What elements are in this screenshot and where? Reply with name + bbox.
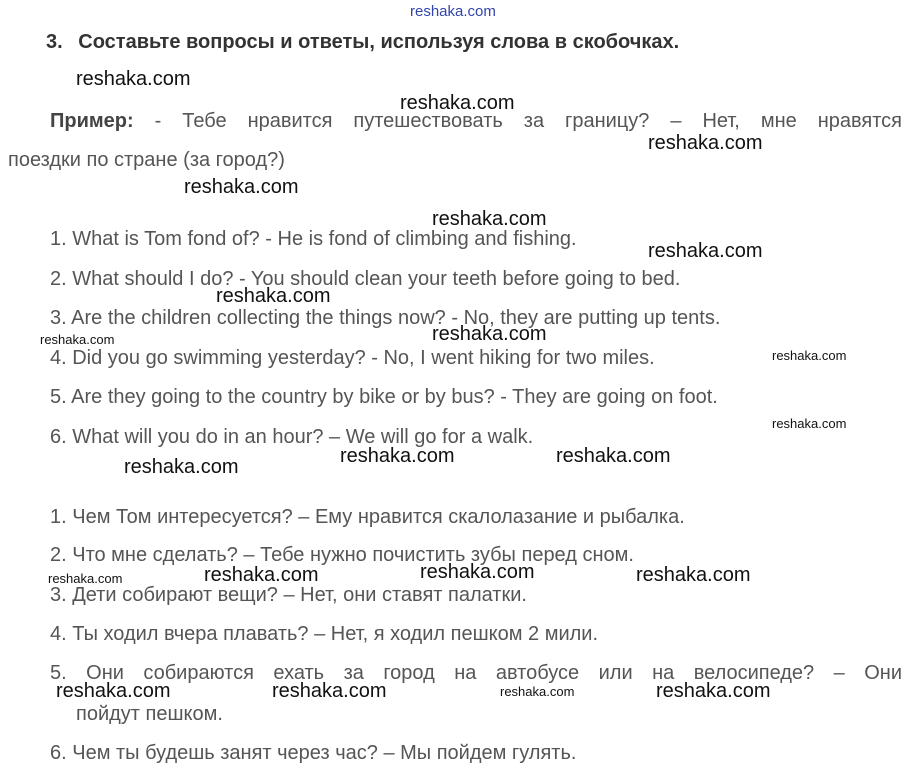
example-text: - Тебе нравится путешествовать за границу? – Нет, мне нравятся bbox=[154, 110, 902, 132]
watermark: reshaka.com bbox=[636, 564, 751, 586]
russian-answer-3: 3. Дети собирают вещи? – Нет, они ставят палатки. bbox=[50, 584, 527, 606]
russian-answer-4: 4. Ты ходил вчера плавать? – Нет, я ходил пешком 2 мили. bbox=[50, 623, 599, 645]
watermark: reshaka.com bbox=[500, 684, 575, 699]
watermark: reshaka.com bbox=[48, 571, 123, 586]
watermark: reshaka.com bbox=[204, 564, 319, 586]
russian-answer-5-continued: пойдут пешком. bbox=[76, 703, 223, 725]
watermark: reshaka.com bbox=[656, 680, 771, 702]
watermark: reshaka.com bbox=[400, 92, 515, 114]
watermark: reshaka.com bbox=[432, 323, 547, 345]
russian-answer-6: 6. Чем ты будешь занят через час? – Мы пойдем гулять. bbox=[50, 742, 577, 764]
watermark: reshaka.com bbox=[420, 561, 535, 583]
english-answer-5: 5. Are they going to the country by bike or by bus? - They are going on foot. bbox=[50, 386, 718, 408]
watermark: reshaka.com bbox=[124, 456, 239, 478]
watermark: reshaka.com bbox=[410, 3, 496, 20]
russian-answer-5: 5. Они собираются ехать за город на автобусе или на велосипеде? – Они bbox=[50, 662, 902, 684]
example-line-2: поездки по стране (за город?) bbox=[8, 149, 285, 171]
english-answer-6: 6. What will you do in an hour? – We will go for a walk. bbox=[50, 426, 534, 448]
english-answer-1: 1. What is Tom fond of? - He is fond of climbing and fishing. bbox=[50, 228, 577, 250]
russian-answer-2: 2. Что мне сделать? – Тебе нужно почистить зубы перед сном. bbox=[50, 544, 634, 566]
watermark: reshaka.com bbox=[40, 332, 115, 347]
watermark: reshaka.com bbox=[56, 680, 171, 702]
watermark: reshaka.com bbox=[556, 445, 671, 467]
english-answer-3: 3. Are the children collecting the things now? - No, they are putting up tents. bbox=[50, 307, 721, 329]
watermark: reshaka.com bbox=[184, 176, 299, 198]
russian-answer-1: 1. Чем Том интересуется? – Ему нравится скалолазание и рыбалка. bbox=[50, 506, 685, 528]
watermark: reshaka.com bbox=[76, 68, 191, 90]
watermark: reshaka.com bbox=[648, 240, 763, 262]
watermark: reshaka.com bbox=[648, 132, 763, 154]
example-label: Пример: bbox=[50, 110, 134, 132]
watermark: reshaka.com bbox=[772, 348, 847, 363]
watermark: reshaka.com bbox=[432, 208, 547, 230]
exercise-number: 3. bbox=[46, 31, 63, 53]
english-answer-4: 4. Did you go swimming yesterday? - No, I went hiking for two miles. bbox=[50, 347, 655, 369]
watermark: reshaka.com bbox=[772, 416, 847, 431]
english-answer-2: 2. What should I do? - You should clean your teeth before going to bed. bbox=[50, 268, 681, 290]
watermark: reshaka.com bbox=[216, 285, 331, 307]
watermark: reshaka.com bbox=[340, 445, 455, 467]
exercise-heading bbox=[46, 30, 679, 54]
watermark: reshaka.com bbox=[272, 680, 387, 702]
exercise-instruction: Составьте вопросы и ответы, используя слова в скобочках. bbox=[78, 31, 680, 53]
